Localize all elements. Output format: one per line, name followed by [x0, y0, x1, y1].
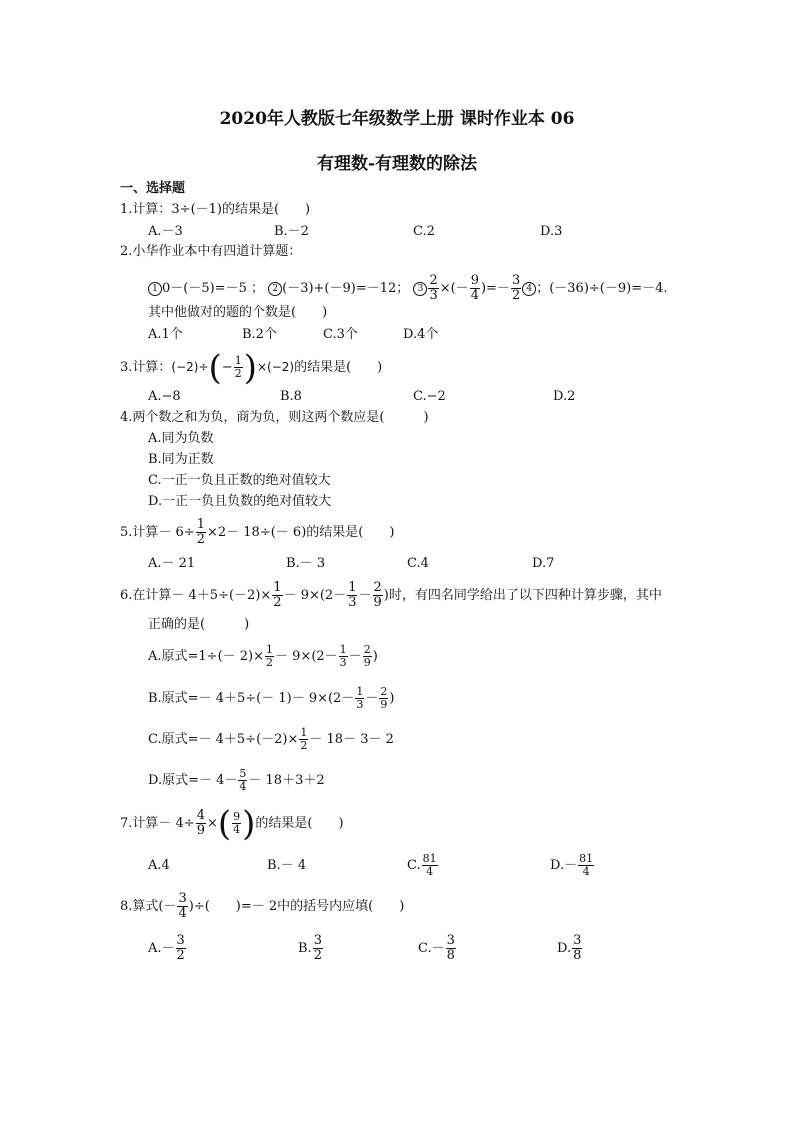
fraction: $\frac{81}{4}$	[422, 852, 437, 878]
fraction: $\frac{4}{9}$	[196, 808, 205, 838]
q1-option-c: C.2	[413, 224, 435, 239]
q7-option-b: B.－ 4	[267, 858, 307, 873]
circled-number: 2	[268, 282, 282, 296]
fraction: $\frac{1}{2}$	[300, 726, 308, 752]
q4-option-d: D.一正一负且负数的绝对值较大	[148, 494, 332, 509]
fraction: $\frac{3}{2}$	[176, 933, 185, 963]
q1-option-d: D.3	[540, 224, 563, 239]
circled-number: 4	[522, 282, 536, 296]
q4-option-b: B.同为正数	[148, 452, 214, 467]
fraction: $\frac{2}{9}$	[363, 643, 371, 669]
q4-option-a: A.同为负数	[148, 431, 214, 446]
q6-line2: 正确的是( )	[148, 617, 250, 632]
fraction: $\frac{5}{4}$	[239, 767, 247, 793]
q6-option-c: C.原式=－ 4＋5÷(－2)× $\frac{1}{2}$ － 18－ 3－ 2	[148, 726, 394, 752]
q7-option-a: A.4	[148, 858, 170, 873]
q8-option-d: D. $\frac{3}{8}$	[557, 933, 582, 963]
fraction: $\frac{2}{9}$	[373, 580, 382, 610]
q5-option-c: C.4	[407, 556, 429, 571]
fraction: $\frac{1}{2}$	[266, 643, 274, 669]
fraction: $\frac{1}{3}$	[348, 580, 357, 610]
circled-number: 3	[413, 282, 427, 296]
q7-option-d: D.－ $\frac{81}{4}$	[550, 852, 594, 878]
q6-option-d: D.原式=－ 4－ $\frac{5}{4}$ － 18＋3＋2	[148, 767, 325, 793]
q2-stem: 2.小华作业本中有四道计算题：	[120, 244, 302, 259]
fraction: $\frac{1}{3}$	[339, 643, 347, 669]
q1-option-a: A.－3	[148, 224, 183, 239]
q2-expr4: ；(－36)÷(－9)=－4.	[536, 281, 668, 296]
fraction: $\frac{1}{2}$	[273, 580, 282, 610]
circled-number: 1	[148, 282, 162, 296]
q1-stem: 1.计算：3÷(－1)的结果是( )	[120, 202, 311, 217]
fraction: $\frac{2}{3}$	[429, 273, 438, 303]
q5-option-b: B.－ 3	[286, 556, 326, 571]
q5-stem: 5.计算－ 6÷ $\frac{1}{2}$ ×2－ 18÷(－ 6)的结果是( )	[120, 517, 395, 547]
q3-option-c: C.−2	[413, 389, 446, 404]
q3-option-d: D.2	[553, 389, 576, 404]
q2-option-b: B.2个	[242, 327, 277, 342]
q2-expr1: 0－(－5)=－5 ；	[162, 281, 264, 296]
q3-stem: 3.计算：(−2)÷(− $\frac{1}{2}$ )×(−2)的结果是( )	[120, 347, 383, 388]
document-title: 2020年人教版七年级数学上册 课时作业本 06	[219, 109, 575, 129]
q6-option-a: A.原式=1÷(－ 2)× $\frac{1}{2}$ － 9×(2－ $\frac{1}{3}$ － $\frac{2}{9}$ )	[148, 643, 378, 669]
q2-mul: ×(－	[439, 281, 469, 296]
q2-question: 其中他做对的题的个数是( )	[148, 305, 328, 320]
q7-stem: 7.计算－ 4÷ $\frac{4}{9}$ ×( $\frac{9}{4}$ )的结果是( )	[120, 803, 344, 844]
q2-option-a: A.1个	[148, 327, 183, 342]
q8-option-b: B. $\frac{3}{2}$	[298, 933, 322, 963]
fraction: $\frac{3}{4}$	[178, 891, 187, 921]
q2-option-c: C.3个	[323, 327, 358, 342]
fraction: $\frac{9}{4}$	[470, 273, 479, 303]
fraction: $\frac{81}{4}$	[579, 852, 594, 878]
fraction: $\frac{9}{4}$	[233, 810, 241, 836]
q4-stem: 4.两个数之和为负，商为负，则这两个数应是( )	[120, 410, 429, 425]
fraction: $\frac{2}{9}$	[380, 685, 388, 711]
fraction: $\frac{3}{8}$	[446, 933, 455, 963]
q8-stem: 8.算式(－ $\frac{3}{4}$ )÷( )=－ 2中的括号内应填( )	[120, 891, 405, 921]
q8-option-c: C.－ $\frac{3}{8}$	[418, 933, 455, 963]
fraction: $\frac{3}{8}$	[573, 933, 582, 963]
fraction: $\frac{1}{2}$	[196, 517, 205, 547]
q4-option-c: C.一正一负且正数的绝对值较大	[148, 473, 331, 488]
q2-expressions	[148, 272, 668, 306]
q7-option-c: C. $\frac{81}{4}$	[407, 852, 437, 878]
fraction: $\frac{1}{2}$	[234, 354, 242, 380]
fraction: $\frac{1}{3}$	[356, 685, 364, 711]
q6-option-b: B.原式=－ 4＋5÷(－ 1)－ 9×(2－ $\frac{1}{3}$ － $\frac{2}{9}$ )	[148, 685, 395, 711]
q5-option-d: D.7	[532, 556, 555, 571]
q2-option-d: D.4个	[403, 327, 439, 342]
document-subtitle: 有理数-有理数的除法	[316, 154, 478, 174]
q2-eq: )=－	[480, 281, 510, 296]
q3-option-b: B.8	[280, 389, 302, 404]
q3-option-a: A.−8	[148, 389, 181, 404]
q6-stem: 6.在计算－ 4＋5÷(－2)× $\frac{1}{2}$ － 9×(2－ $\frac{1}{3}$ － $\frac{2}{9}$ )时，有四名同学给出了以下四种计算步骤，其中	[120, 580, 662, 610]
q1-option-b: B.－2	[274, 224, 309, 239]
fraction: $\frac{3}{2}$	[313, 933, 322, 963]
fraction: $\frac{3}{2}$	[511, 273, 521, 303]
q5-option-a: A.－ 21	[148, 556, 196, 571]
q2-expr2: (－3)+(－9)=－12；	[282, 281, 410, 296]
section-heading: 一、选择题	[120, 181, 186, 196]
q8-option-a: A.－ $\frac{3}{2}$	[148, 933, 185, 963]
